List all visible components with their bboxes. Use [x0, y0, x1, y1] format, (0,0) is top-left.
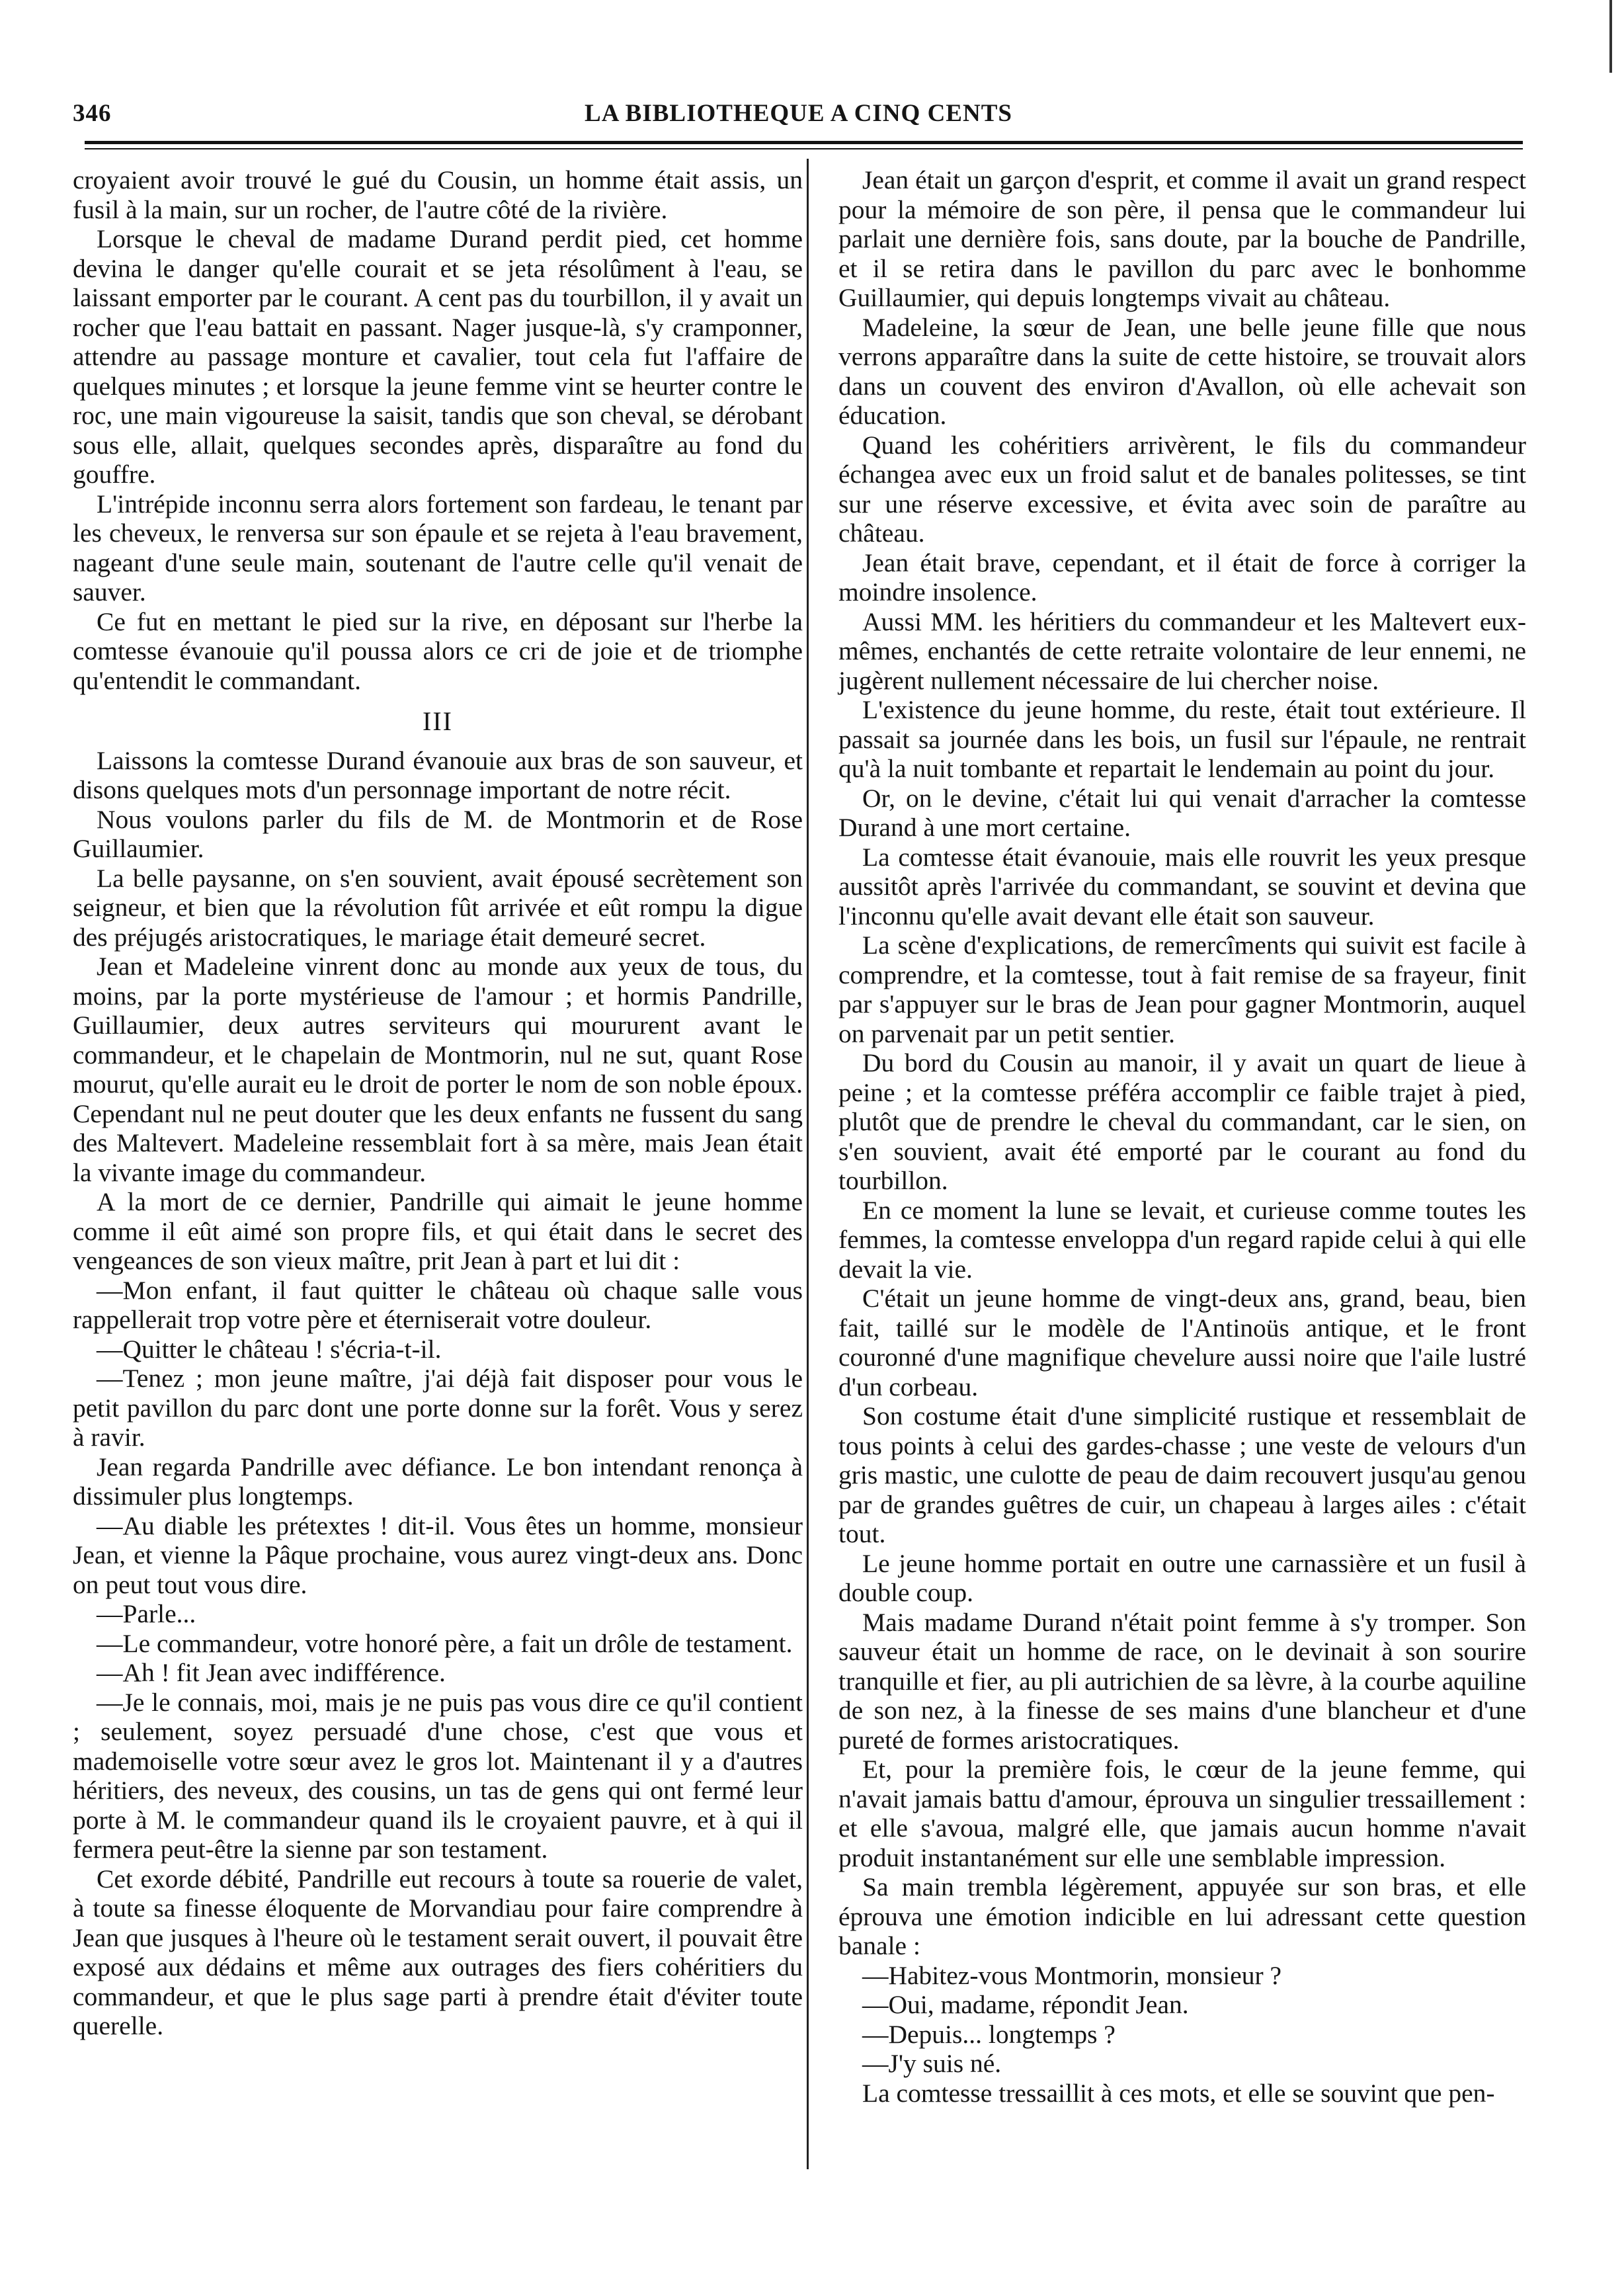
paragraph: Et, pour la première fois, le cœur de la jeune femme, qui n'avait jamais battu d'amour, éprouva un singulier tressaillement : et elle s'avoua, malgré elle, que jamais aucun homme n'avait produit instantanément sur elle une semblable impression. — [838, 1755, 1526, 1872]
left-paragraphs-before — [73, 165, 803, 695]
paragraph: Ce fut en mettant le pied sur la rive, en déposant sur l'herbe la comtesse évanouie qu'il poussa alors ce cri de joie et de triomphe qu'entendit le commandant. — [73, 606, 803, 695]
page-number: 346 — [73, 100, 112, 127]
paragraph: Sa main trembla légèrement, appuyée sur son bras, et elle éprouva une émotion indicible en lui adressant cette question banale : — [838, 1872, 1526, 1960]
paragraph: Quand les cohéritiers arrivèrent, le fils du commandeur échangea avec eux un froid salut et de banales politesses, se tint sur une réserve excessive, et évita avec soin de paraître au château. — [838, 430, 1526, 548]
paragraph: Jean regarda Pandrille avec défiance. Le bon intendant renonça à dissimuler plus longtemps. — [73, 1452, 803, 1511]
paragraph: —Quitter le château ! s'écria-t-il. — [97, 1334, 442, 1364]
paragraph: La comtesse tressaillit à ces mots, et elle se souvint que pen- — [862, 2078, 1495, 2108]
paragraph: Aussi MM. les héritiers du commandeur et les Maltevert eux-mêmes, enchantés de cette retraite volontaire de leur ennemi, ne jugèrent nullement nécessaire de lui chercher noise. — [838, 606, 1526, 695]
paragraph: A la mort de ce dernier, Pandrille qui aimait le jeune homme comme il eût aimé son propre fils, et qui était dans le secret des vengeances de son vieux maître, prit Jean à part et lui dit : — [73, 1187, 803, 1275]
page-header — [73, 99, 1524, 136]
paragraph: C'était un jeune homme de vingt-deux ans, grand, beau, bien fait, taillé sur le modèle de l'Antinoüs antique, et le front couronné d'une magnifique chevelure aussi noire que l'aile lustré d'un corbeau. — [838, 1284, 1526, 1401]
paragraph: —Oui, madame, répondit Jean. — [862, 1990, 1189, 2019]
paragraph: Le jeune homme portait en outre une carnassière et un fusil à double coup. — [838, 1548, 1526, 1607]
paragraph: Lorsque le cheval de madame Durand perdit pied, cet homme devina le danger qu'elle courait et se jeta résolûment à l'eau, se laissant emporter par le courant. A cent pas du tourbillon, il y avait un rocher que l'eau battait en passant. Nager jusque-là, s'y cramponner, attendre au passage monture et cavalier, tout cela fut l'affaire de quelques minutes ; et lorsque la jeune femme vint se heurter contre le roc, une main vigoureuse la saisit, tandis que son cheval, se dérobant sous elle, allait, quelques secondes après, disparaître au fond du gouffre. — [73, 224, 803, 489]
paragraph: Du bord du Cousin au manoir, il y avait un quart de lieue à peine ; et la comtesse préféra accomplir ce faible trajet à pied, plutôt que de prendre le cheval du commandant, car le sien, on s'en souvient, avait été emporté par le courant au fond du tourbillon. — [838, 1048, 1526, 1195]
paragraph: —Ah ! fit Jean avec indifférence. — [97, 1658, 446, 1687]
paragraph: Madeleine, la sœur de Jean, une belle jeune fille que nous verrons apparaître dans la suite de cette histoire, se trouvait alors dans un couvent des environ d'Avallon, où elle achevait son éducation. — [838, 312, 1526, 430]
paragraph: En ce moment la lune se levait, et curieuse comme toutes les femmes, la comtesse enveloppa d'un regard rapide celui à qui elle devait la vie. — [838, 1195, 1526, 1284]
paragraph: croyaient avoir trouvé le gué du Cousin, un homme était assis, un fusil à la main, sur un rocher, de l'autre côté de la rivière. — [73, 165, 803, 224]
paragraph: La comtesse était évanouie, mais elle rouvrit les yeux presque aussitôt après l'arrivée du commandant, se souvint et devina que l'inconnu qu'elle avait devant elle était son sauveur. — [838, 842, 1526, 931]
paragraph: —Le commandeur, votre honoré père, a fait un drôle de testament. — [97, 1628, 793, 1658]
paragraph: Or, on le devine, c'était lui qui venait d'arracher la comtesse Durand à une mort certaine. — [838, 783, 1526, 842]
column-divider — [807, 159, 809, 2169]
right-paragraphs — [838, 165, 1526, 2108]
left-column — [73, 165, 803, 2041]
paragraph: Jean était brave, cependant, et il était de force à corriger la moindre insolence. — [838, 548, 1526, 606]
left-paragraphs-after — [73, 746, 803, 2041]
paragraph: —Habitez-vous Montmorin, monsieur ? — [862, 1960, 1282, 1990]
header-rule-thin — [85, 148, 1523, 149]
paragraph: Jean et Madeleine vinrent donc au monde aux yeux de tous, du moins, par la porte mystérieuse de l'amour ; et hormis Pandrille, Guillaumier, deux autres serviteurs qui moururent avant le commandeur, et le chapelain de Montmorin, nul ne sut, quant Rose mourut, qu'elle aurait eu le droit de porter le nom de son noble époux. Cependant nul ne peut douter que les deux enfants ne fussent du sang des Maltevert. Madeleine ressemblait fort à sa mère, mais Jean était la vivante image du commandeur. — [73, 952, 803, 1187]
paragraph: La belle paysanne, on s'en souvient, avait épousé secrètement son seigneur, et bien que la révolution fût arrivée et eût rompu la digue des préjugés aristocratiques, le mariage était demeuré secret. — [73, 863, 803, 952]
paragraph: —Au diable les prétextes ! dit-il. Vous êtes un homme, monsieur Jean, et vienne la Pâque prochaine, vous aurez vingt-deux ans. Donc on peut tout vous dire. — [73, 1511, 803, 1599]
page-edge-mark — [1609, 0, 1612, 73]
header-rule-thick — [85, 141, 1523, 144]
paragraph: Jean était un garçon d'esprit, et comme il avait un grand respect pour la mémoire de son père, il pensa que le commandeur lui parlait une dernière fois, sans doute, par la bouche de Pandrille, et il se retira dans le pavillon du parc avec le bonhomme Guillaumier, qui depuis longtemps vivait au château. — [838, 165, 1526, 312]
section-heading: III — [423, 706, 453, 736]
paragraph: L'existence du jeune homme, du reste, était tout extérieure. Il passait sa journée dans les bois, un fusil sur l'épaule, ne rentrait qu'à la nuit tombante et repartait le lendemain au point du jour. — [838, 695, 1526, 783]
paragraph: La scène d'explications, de remercîments qui suivit est facile à comprendre, et la comtesse, tout à fait remise de sa frayeur, finit par s'appuyer sur le bras de Jean pour gagner Montmorin, auquel on parvenait par un petit sentier. — [838, 931, 1526, 1048]
paragraph: —Tenez ; mon jeune maître, j'ai déjà fait disposer pour vous le petit pavillon du parc dont une porte donne sur la forêt. Vous y serez à ravir. — [73, 1364, 803, 1452]
paragraph: L'intrépide inconnu serra alors fortement son fardeau, le tenant par les cheveux, le renversa sur son épaule et se rejeta à l'eau bravement, nageant d'une seule main, soutenant de l'autre celle qu'il venait de sauver. — [73, 489, 803, 606]
right-column — [838, 165, 1526, 2108]
paragraph: Son costume était d'une simplicité rustique et ressemblait de tous points à celui des gardes-chasse ; une veste de velours d'un gris mastic, une culotte de peau de daim recouvert jusqu'au genou par de grandes guêtres de cuir, un chapeau à larges ailes : c'était tout. — [838, 1401, 1526, 1548]
paragraph: Nous voulons parler du fils de M. de Montmorin et de Rose Guillaumier. — [73, 804, 803, 863]
running-head: LA BIBLIOTHEQUE A CINQ CENTS — [585, 100, 1012, 127]
paragraph: Cet exorde débité, Pandrille eut recours à toute sa rouerie de valet, à toute sa finesse éloquente de Morvandiau pour faire comprendre à Jean que jusques à l'heure où le testament serait ouvert, il pouvait être exposé aux dédains et même aux outrages des fiers cohéritiers du commandeur, et que le plus sage parti à prendre était d'éviter toute querelle. — [73, 1864, 803, 2040]
paragraph: —Je le connais, moi, mais je ne puis pas vous dire ce qu'il contient ; seulement, soyez persuadé d'une chose, c'est que vous et mademoiselle votre sœur avez le gros lot. Maintenant il y a d'autres héritiers, des neveux, des cousins, un tas de gens qui ont fermé leur porte à M. le commandeur quand ils le croyaient pauvre, et à qui il fermera peut-être la sienne par son testament. — [73, 1687, 803, 1864]
paragraph: Laissons la comtesse Durand évanouie aux bras de son sauveur, et disons quelques mots d'un personnage important de notre récit. — [73, 745, 803, 804]
paragraph: Mais madame Durand n'était point femme à s'y tromper. Son sauveur était un homme de race, on le devinait à son sourire tranquille et fier, au pli autrichien de sa lèvre, à la courbe aquiline de son nez, à la finesse de ses mains d'une blancheur et d'une pureté de formes aristocratiques. — [838, 1607, 1526, 1755]
paragraph: —Mon enfant, il faut quitter le château où chaque salle vous rappellerait trop votre père et éterniserait votre douleur. — [73, 1275, 803, 1334]
paragraph: —Parle... — [97, 1599, 196, 1628]
paragraph: —J'y suis né. — [862, 2049, 1002, 2078]
paragraph: —Depuis... longtemps ? — [862, 2019, 1116, 2049]
